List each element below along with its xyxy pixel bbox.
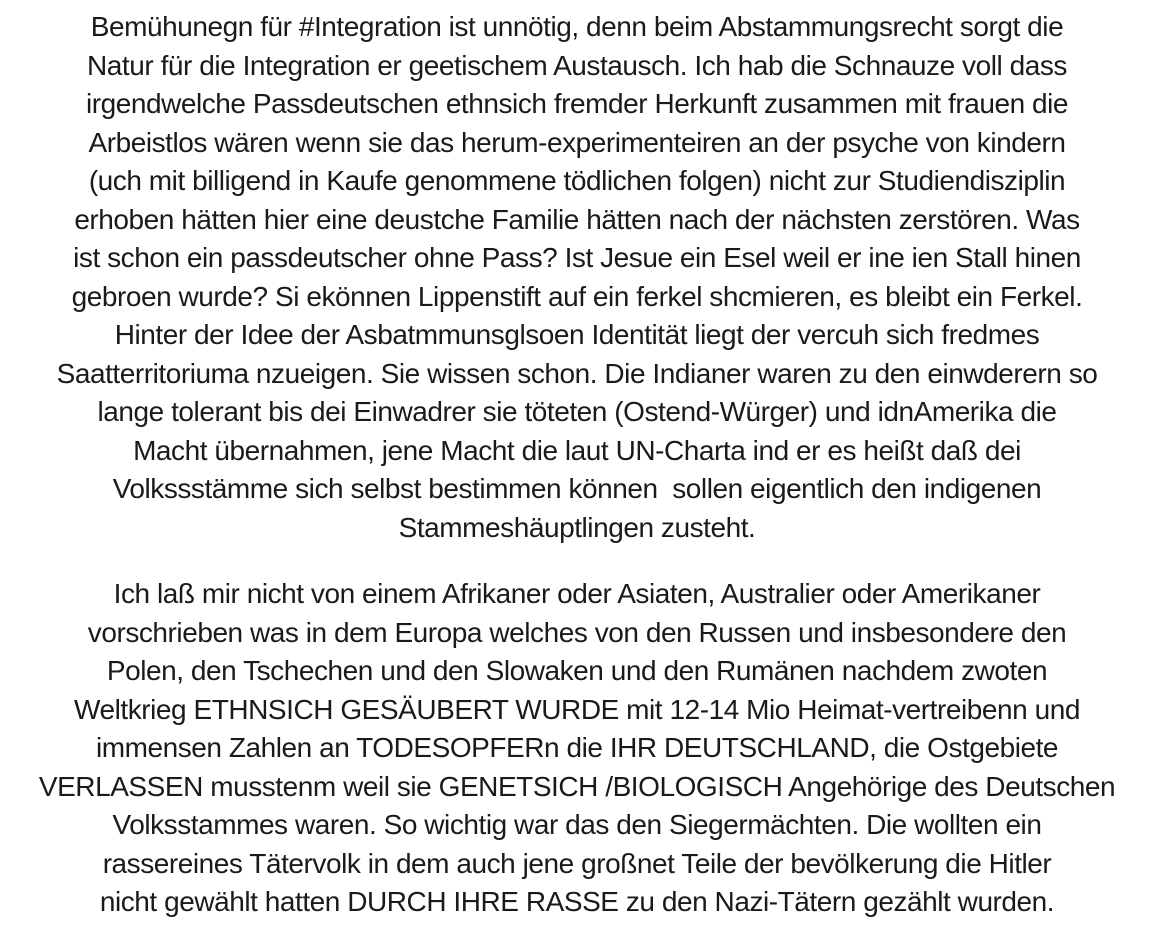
text-line: lange tolerant bis dei Einwadrer sie töteten (Ostend-Würger) und idnAmerika die [97, 396, 1057, 427]
text-line: ist schon ein passdeutscher ohne Pass? Ist Jesue ein Esel weil er ine ien Stall hinen [73, 242, 1081, 273]
text-line: Hinter der Idee der Asbatmmunsglsoen Identität liegt der vercuh sich fredmes [114, 319, 1040, 350]
text-line: irgendwelche Passdeutschen ethnsich fremder Herkunft zusammen mit frauen die [85, 88, 1069, 119]
text-line: Ich laß mir nicht von einem Afrikaner oder Asiaten, Australier oder Amerikaner [113, 578, 1041, 609]
text-line: rassereines Tätervolk in dem auch jene großnet Teile der bevölkerung die Hitler [102, 847, 1052, 879]
text-line: Natur für die Integration er geetischem Austausch. Ich hab die Schnauze voll dass [87, 49, 1067, 81]
text-line: (uch mit billigend in Kaufe genommene tödlichen folgen) nicht zur Studiendisziplin [88, 165, 1066, 196]
text-line: erhoben hätten hier eine deustche Familie hätten nach der nächsten zerstören. Was [74, 203, 1080, 235]
text-line: Saatterritoriuma nzueigen. Sie wissen schon. Die Indianer waren zu den einwderern so [56, 357, 1098, 389]
paragraph [6, 8, 1148, 547]
text-line: Stammeshäuptlingen zusteht. [398, 511, 756, 543]
text-line: Macht übernahmen, jene Macht die laut UN-Charta ind er es heißt daß dei [133, 434, 1021, 466]
text-line: gebroen wurde? Si ekönnen Lippenstift auf ein ferkel shcmieren, es bleibt ein Ferkel. [71, 280, 1083, 312]
text-line: immensen Zahlen an TODESOPFERn die IHR DEUTSCHLAND, die Ostgebiete [95, 732, 1059, 763]
text-line: Weltkrieg ETHNSICH GESÄUBERT WURDE mit 12-14 Mio Heimat-vertreibenn und [74, 693, 1080, 725]
paragraph [6, 575, 1148, 922]
text-line: Bemühunegn für #Integration ist unnötig, denn beim Abstammungsrecht sorgt die [90, 11, 1064, 42]
text-line: vorschrieben was in dem Europa welches von den Russen und insbesondere den [87, 616, 1067, 648]
text-line: Arbeistlos wären wenn sie das herum-experimenteiren an der psyche von kindern [88, 126, 1066, 158]
text-line: Volkssstämme sich selbst bestimmen können sollen eigentlich den indigenen [112, 473, 1042, 504]
text-line: Volksstammes waren. So wichtig war das den Siegermächten. Die wollten ein [112, 809, 1042, 840]
text-line: VERLASSEN musstenm weil sie GENETSICH /BIOLOGISCH Angehörige des Deutschen [38, 770, 1116, 802]
text-line: Polen, den Tschechen und den Slowaken und den Rumänen nachdem zwoten [106, 655, 1048, 686]
text-line: nicht gewählt hatten DURCH IHRE RASSE zu den Nazi-Tätern gezählt wurden. [99, 886, 1055, 917]
